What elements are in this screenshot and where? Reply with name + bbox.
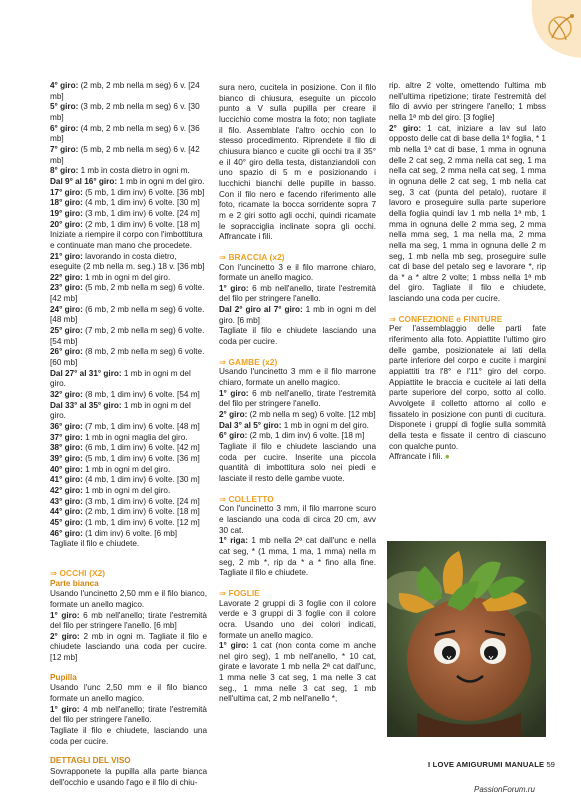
paragraph-foglie-intro: Lavorate 2 gruppi di 3 foglie con il colore verde e 3 gruppi di 3 foglie con il colore ocra. Usando uno dei colori indicati, formate un anello magico. [219,598,376,640]
round-line: 45° giro: (1 mb, 1 dim inv) 6 volte. [12 m] [50,517,200,527]
round-line: [42 mb] [50,294,78,304]
round-line: 18° giro: (4 mb, 1 dim inv) 6 volte. [30 m] [50,198,200,208]
paragraph-pb-round-2: 2° giro: 2 mb in ogni m. Tagliate il filo e chiudete lasciando una coda per cucire. [12 mb] [50,631,208,663]
subsection-title-parte-bianca: Parte bianca [50,578,99,588]
round-line: 41° giro: (4 mb, 1 dim inv) 6 volte. [30 m] [50,475,200,485]
round-line: 36° giro: (7 mb, 1 dim inv) 6 volte. [48 m] [50,422,200,431]
paragraph-parte-bianca-intro: Usando l'uncinetto 2,50 mm e il filo bianco, formate un anello magico. [50,589,207,609]
page-footer [428,760,553,769]
paragraph-braccia-round-2-7: Dal 2° giro al 7° giro: 1 mb in ogni m del giro. [6 mb] [219,305,376,325]
round-line: 22° giro: 1 mb in ogni m del giro. [50,272,171,282]
paragraph-gambe-round-1: 1° giro: 6 mb nell'anello, tirate l'estremità del filo per stringere l'anello. [219,388,376,409]
subsection-title-dettagli: DETTAGLI DEL VISO [50,756,131,766]
paragraph-pupilla-intro: Usando l'unc 2,50 mm e il filo bianco formate un anello magico. [50,683,207,704]
column-right [389,81,546,463]
round-line: 37° giro: 1 mb in ogni maglia del giro. [50,432,188,442]
paragraph-colletto-intro: Con l'uncinetto 3 mm, il filo marrone scuro e lasciando una coda di circa 20 cm, avv 30 cat. [219,504,376,535]
round-line: 32° giro: (8 mb, 1 dim inv) 6 volte. [54 m] [50,390,200,400]
pattern-rounds-list [50,81,207,550]
round-line: 5° giro: (3 mb, 2 mb nella m seg) 6 v. [30 mb] [50,102,200,122]
round-line: Iniziate a riempire il corpo con l'imbottitura [50,230,203,240]
round-line: Tagliate il filo e chiudete. [50,539,140,549]
round-line: [48 mb] [50,315,78,325]
round-line: 40° giro: 1 mb in ogni m del giro. [50,464,171,474]
round-line: Dal 9° al 16° giro: 1 mb in ogni m del giro. [50,176,205,186]
paragraph-foglie-round-1: 1° giro: 1 cat (non conta come m anche nel giro seg), 1 mb nell'anello, * 10 cat, girate e lavorate 1 mb nella 2ª cat dall'unc, 1 mma nelle 3 cat seg, 1 ma nelle 3 cat seg., 1 mma nelle 3 cat seg, 1 mb nell'ultima cat, 2 mb nell'anello *, [219,641,376,704]
round-line: Dal 27° al 31° giro: 1 mb in ogni m del giro. [50,368,191,389]
round-line: 24° giro: (6 mb, 2 mb nella m seg) 6 volte. [50,304,205,314]
round-line: 43° giro: (3 mb, 1 dim inv) 6 volte. [24 m] [50,496,200,506]
round-line: 17° giro: (5 mb, 1 dim inv) 6 volte. [36 mb] [50,187,205,197]
round-line: 42° giro: 1 mb in ogni m del giro. [50,485,171,495]
paragraph-colletto-row-1: 1° riga: 1 mb nella 2ª cat dall'unc e nella cat seg, * (1 mma, 1 ma, 1 mma) nella m seg, 2 mb *, rip da * a * fino alla fine. Tagliate il filo e chiudete. [219,536,376,578]
round-line: 25° giro: (7 mb, 2 mb nella m seg) 6 volte. [50,326,205,336]
paragraph-pupilla-round-1: 1° giro: 4 mb nell'anello; tirate l'estremità del filo per stringere l'anello. [50,704,207,725]
round-line: 23° giro: (5 mb, 2 mb nella m seg) 6 volte. [50,283,205,293]
round-line: 39° giro: (5 mb, 1 dim inv) 6 volte. [36 m] [50,453,200,463]
paragraph-braccia-intro: Con l'uncinetto 3 e il filo marrone chiaro, formate un anello magico. [219,262,376,283]
paragraph-final: Affrancate i fili. ● [389,452,450,462]
round-line: Dal 33° al 35° giro: 1 mb in ogni m del giro. [50,400,191,421]
crochet-logo-icon [524,0,581,58]
paragraph-confezione: Per l'assemblaggio delle parti fate riferimento alla foto. Appiattite l'ultimo giro delle gambe, posizionatele ai lati della parte inferiore del corpo e cucite i margini appiattiti tra l'8° e l'11° giro del corpo. Appiattite le braccia e cucitele ai lati della parte superiore del corpo, sotto al collo. Avvolgete il colletto attorno al collo e fissatelo in posizione con punti di cucitura. Disponete i gruppi di foglie sulla sommità della testa e fissate il centro di ciascuno con qualche punto. [389,324,546,451]
paragraph-braccia-round-1: 1° giro: 6 mb nell'anello, tirate l'estremità del filo per stringere l'anello. [219,283,376,304]
section-title-confezione: ⇒ CONFEZIONE e FINITURE [389,313,503,324]
section-title-colletto: ⇒ COLLETTO [219,493,274,504]
amigurumi-photo [387,541,546,737]
round-line: 46° giro: (1 dim inv) 6 volte. [6 mb] [50,528,178,538]
round-line: e continuate man mano che procedete. [50,240,193,250]
round-line: 38° giro: (6 mb, 1 dim inv) 6 volte. [42 m] [50,443,200,453]
column-middle [219,83,376,705]
paragraph-gambe-round-2: 2° giro: (2 mb nella m seg) 6 volte. [12 mb] [219,410,376,420]
paragraph-dettagli: Sovrapponete la pupilla alla parte bianca dell'occhio e usando l'ago e il filo di chiu- [50,767,207,787]
paragraph-gambe-round-3-5: Dal 3° al 5° giro: 1 mb in ogni m del giro. [219,420,369,430]
page-number: 59 [546,760,555,769]
round-line: 44° giro: (2 mb, 1 dim inv) 6 volte. [18 m] [50,507,200,517]
round-line: [54 mb] [50,336,78,346]
paragraph-gambe-round-6: 6° giro: (2 mb, 1 dim inv) 6 volte. [18 m] [219,431,365,441]
paragraph-braccia-end: Tagliate il filo e chiudete lasciando una coda per cucire. [219,326,376,347]
paragraph-foglie-continued: rip. altre 2 volte, omettendo l'ultima mb nell'ultima ripetizione; tirate l'estremità del filo di avvio per stringere l'anello; 1 mbss nella 1ª mb del giro. [3 foglie] [389,81,546,122]
round-line: 20° giro: (2 mb, 1 dim inv) 6 volte. [18 m] [50,219,200,229]
paragraph-pb-round-1: 1° giro: 6 mb nell'anello; tirate l'estremità del filo per stringere l'anello. [6 mb] [50,610,207,631]
round-line: 4° giro: (2 mb, 2 mb nella m seg) 6 v. [24 mb] [50,81,200,101]
paragraph-gambe-end: Tagliate il filo e chiudete lasciando una coda per cucire. Inserite una piccola quantità di imbottitura solo nei piedi e lasciate il resto delle gambe vuote. [219,442,376,483]
section-title-braccia: ⇒ BRACCIA (x2) [219,251,285,262]
section-title-gambe: ⇒ GAMBE (x2) [219,356,278,367]
paragraph-viso-continued: sura nero, cucitela in posizione. Con il filo bianco di chiusura, eseguite un piccolo punto a V sulla pupilla per creare il luccichio come mostra la foto; non tagliate il filo. Assemblate l'altro occhio con lo stesso procedimento. Riprendete il filo di chiusura bianco e cucite gli occhi tra il 35° e il 40° giro della testa, distanziandoli con uno spazio di 5 m e posizionando i lucchichi bianchi delle pupille in basso. Con il filo nero e facendo riferimento alle foto, ricamate la bocca sorridente sopra 7 m e 2 giri sotto agli occhi, quindi ricamate le sopracciglia inclinate sopra gli occhi. Affrancate i fili. [219,83,376,242]
round-line: 26° giro: (8 mb, 2 mb nella m seg) 6 volte. [50,347,205,357]
round-line: 8° giro: 1 mb in costa dietro in ogni m. [50,166,190,176]
round-line: eseguite (2 mb nella m. seg.) 18 v. [36 mb] [50,262,205,272]
round-line: 7° giro: (5 mb, 2 mb nella m seg) 6 v. [42 mb] [50,144,200,165]
section-title-foglie: ⇒ FOGLIE [219,587,260,598]
round-line: [60 mb] [50,358,78,368]
column-left [50,81,207,788]
round-line: 19° giro: (3 mb, 1 dim inv) 6 volte. [24 m] [50,208,200,218]
paragraph-foglie-round-2: 2° giro: 1 cat, iniziare a lav sul lato opposto delle cat di base della 1ª foglia, * 1 mb nella 1ª cat di base, 1 mma in ognuna delle 2 cat seg, 2 mma nella cat seg, 1 ma nella cat seg, 2 mma nella cat seg, 1 mma in ognuna delle 2 cat seg, 1 mb nella cat seg, 3 cat (punta del petalo), ruotare il lavoro e proseguire sulla parte superiore della foglia quindi lav 1 mb nella 1ª mb, 1 mma in ognuna delle 2 mma seg, 2 mma nella mma seg, 1 ma nella ma, 2 mma nella ma seg, 1 mma in ognuna delle 2 m seg, 1 mb nella mb seg, proseguire sulle cat di base del petalo seg e lavorare *, rip da * a * altre 2 volte; 1 mbss nella 1ª mb del giro. Tagliate il filo e chiudete, lasciando una coda per cucire. [389,123,546,304]
round-line: 21° giro: lavorando in costa dietro, [50,251,177,261]
magazine-name: I LOVE AMIGURUMI MANUALE [428,760,545,769]
subsection-title-pupilla: Pupilla [50,672,77,682]
end-dot-icon: ● [444,452,450,462]
watermark: PassionForum.ru [474,785,535,794]
paragraph-gambe-intro: Usando l'uncinetto 3 mm e il filo marrone chiaro, formate un anello magico. [219,367,376,388]
paragraph-pupilla-end: Tagliate il filo e chiudete, lasciando una coda per cucire. [50,726,207,746]
section-title-occhi: ⇒ OCCHI (X2) [50,567,106,578]
round-line: 6° giro: (4 mb, 2 mb nella m seg) 6 v. [36 mb] [50,123,200,144]
